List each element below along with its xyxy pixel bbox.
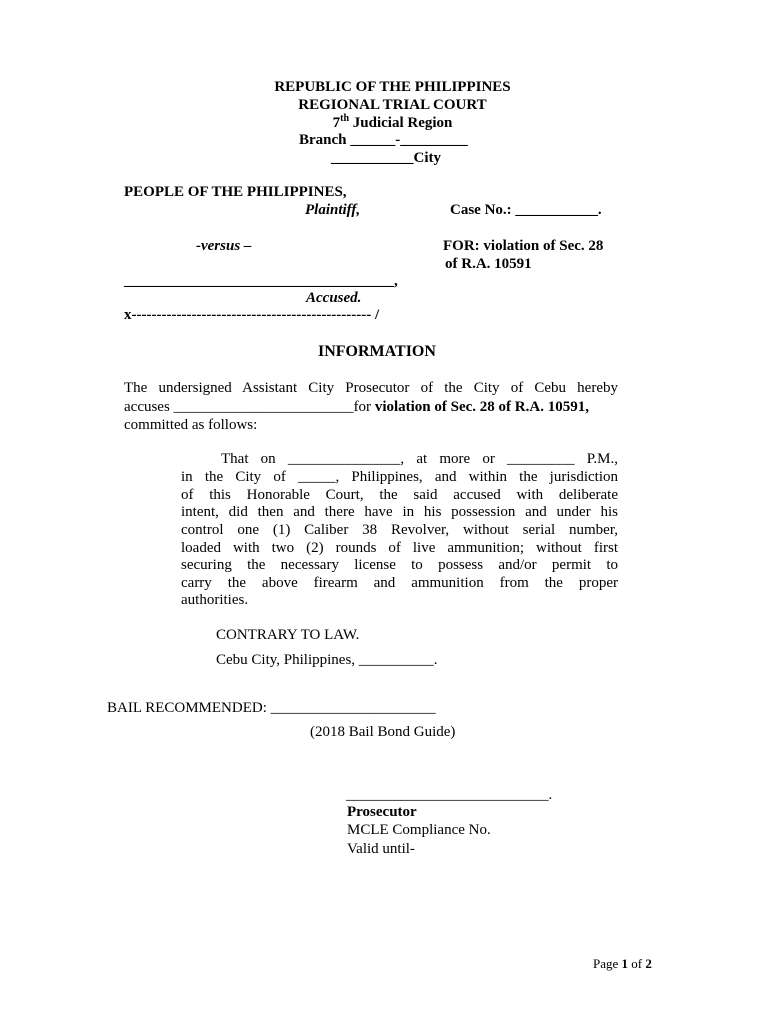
intro-violation: violation of Sec. 28 of R.A. 10591, — [374, 399, 589, 415]
place-date-line: Cebu City, Philippines, __________. — [216, 652, 438, 668]
court-header-branch: Branch ______-_________ — [299, 132, 468, 148]
body-line: intent, did then and there have in his possession and under his — [181, 504, 618, 520]
mcle-compliance: MCLE Compliance No. — [347, 822, 491, 838]
signature-line: ___________________________. — [346, 787, 553, 803]
caption-divider: x------------------------------------------------ / — [124, 307, 380, 323]
caption-versus: -versus – — [196, 238, 252, 254]
contrary-to-law: CONTRARY TO LAW. — [216, 627, 360, 643]
body-line: That on _______________, at more or _________ P.M., — [221, 451, 618, 467]
body-line: securing the necessary license to possess and/or permit to — [181, 557, 618, 573]
signature-title: Prosecutor — [347, 804, 417, 820]
body-line: authorities. — [181, 592, 249, 608]
court-header-city: ___________City — [331, 150, 441, 166]
court-header-republic: REPUBLIC OF THE PHILIPPINES — [274, 79, 511, 95]
page-number — [593, 955, 652, 973]
caption-accused-blank: ____________________________________, — [124, 273, 398, 289]
intro-line-2 — [124, 398, 589, 416]
caption-case-no: Case No.: ___________. — [450, 202, 602, 218]
valid-until: Valid until- — [347, 841, 415, 857]
caption-party: PEOPLE OF THE PHILIPPINES, — [124, 184, 347, 200]
body-line: loaded with two (2) rounds of live ammunition; without first — [181, 540, 618, 556]
page-current: 1 — [621, 956, 629, 971]
intro-line-1: The undersigned Assistant City Prosecutor of the City of Cebu hereby — [124, 380, 618, 396]
body-line: in the City of _____, Philippines, and within the jurisdiction — [181, 469, 618, 485]
body-line: carry the above firearm and ammunition from the proper — [181, 575, 618, 591]
intro-for: for — [353, 399, 375, 415]
document-title: INFORMATION — [318, 343, 436, 360]
caption-for-line2: of R.A. 10591 — [445, 256, 532, 272]
page-word: Page — [593, 956, 622, 971]
caption-accused: Accused. — [306, 290, 362, 306]
court-header-rtc: REGIONAL TRIAL COURT — [298, 97, 487, 113]
region-suffix: th — [340, 113, 350, 124]
court-header-region — [0, 114, 768, 132]
region-number: 7 — [332, 115, 341, 131]
region-label: Judicial Region — [349, 115, 453, 131]
bail-bond-guide: (2018 Bail Bond Guide) — [310, 724, 456, 740]
page-of: of — [628, 956, 646, 971]
intro-line-3: committed as follows: — [124, 417, 258, 433]
bail-recommended: BAIL RECOMMENDED: ______________________ — [107, 700, 436, 716]
intro-accuses-blank: accuses ________________________ — [124, 399, 354, 415]
caption-plaintiff: Plaintiff, — [305, 202, 361, 218]
body-line: of this Honorable Court, the said accused with deliberate — [181, 487, 618, 503]
page-total: 2 — [645, 956, 652, 971]
body-line: control one (1) Caliber 38 Revolver, without serial number, — [181, 522, 618, 538]
caption-for-line1: FOR: violation of Sec. 28 — [443, 238, 604, 254]
